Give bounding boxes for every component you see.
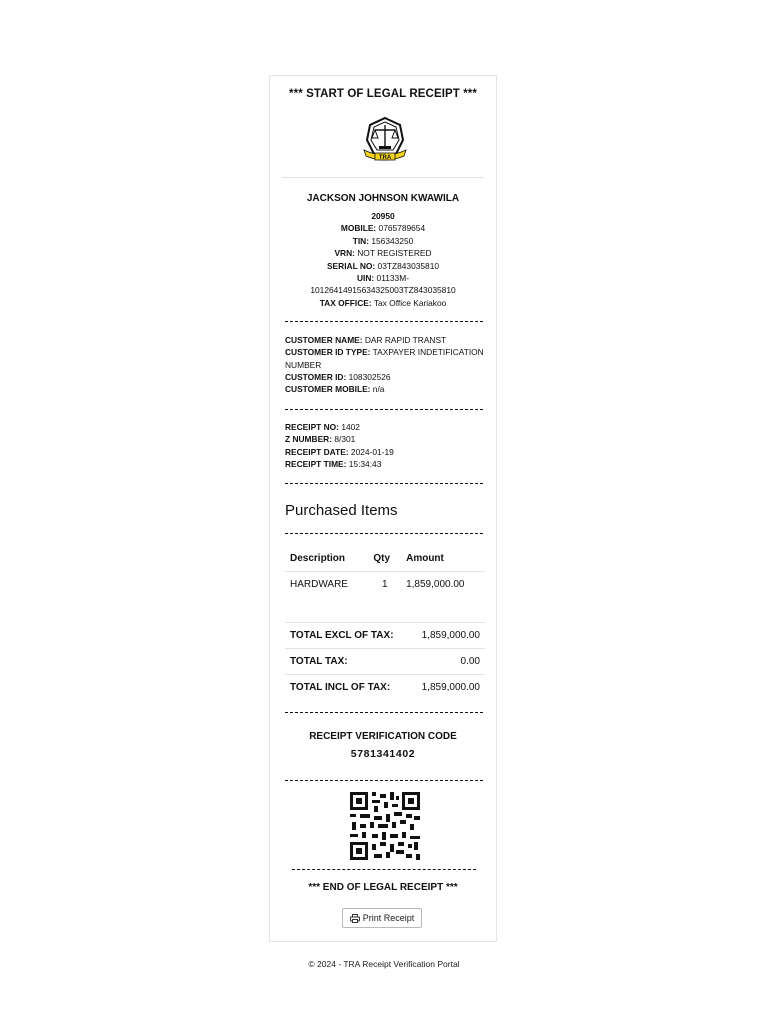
- issuer-vrn: NOT REGISTERED: [357, 248, 432, 259]
- svg-text:TRA: TRA: [378, 155, 392, 161]
- dashed-divider: [292, 869, 476, 870]
- footer-copyright: © 2024 - TRA Receipt Verification Portal: [308, 959, 460, 969]
- total-excl-row: TOTAL EXCL OF TAX: 1,859,000.00: [285, 623, 485, 649]
- dashed-divider: [285, 321, 483, 322]
- col-amount: Amount: [401, 546, 485, 572]
- customer-mobile: n/a: [372, 384, 385, 395]
- dashed-divider: [285, 780, 483, 781]
- verification-code: 5781341402: [350, 748, 416, 760]
- issuer-name: JACKSON JOHNSON KWAWILA: [306, 193, 460, 204]
- issuer-tax-office: Tax Office Kariakoo: [373, 297, 447, 308]
- item-description: HARDWARE: [290, 579, 348, 590]
- total-excl-value: 1,859,000.00: [410, 623, 485, 649]
- total-incl-value: 1,859,000.00: [410, 675, 485, 701]
- items-header-row: [285, 546, 485, 572]
- total-tax-value: 0.00: [410, 649, 485, 675]
- tra-logo-icon: [362, 116, 408, 164]
- customer-name: DAR RAPID TRANST: [364, 335, 447, 345]
- dashed-divider: [285, 533, 483, 534]
- col-description: Description: [285, 546, 368, 572]
- total-tax-row: TOTAL TAX: 0.00: [285, 649, 485, 675]
- dashed-divider: [285, 712, 483, 713]
- issuer-code: 20950: [371, 211, 395, 221]
- dashed-divider: [285, 409, 483, 410]
- item-qty: 1: [381, 579, 388, 590]
- end-banner: *** END OF LEGAL RECEIPT ***: [308, 882, 458, 893]
- item-amount: 1,859,000.00: [406, 579, 465, 590]
- total-incl-row: TOTAL INCL OF TAX: 1,859,000.00: [285, 675, 485, 701]
- issuer-info: JACKSON JOHNSON KWAWILA 20950 MOBILE: 0765789654 TIN: 156343250 VRN: NOT REGISTERED SERIAL NO: 03TZ843035810 UIN: 01133M- 10126414915634325003TZ843035810 TAX OFFICE: Tax Office Kariakoo: [280, 193, 486, 309]
- print-receipt-label: Print Receipt: [362, 913, 415, 923]
- qr-code-icon: [350, 792, 420, 860]
- issuer-uin: 01133M-: [376, 273, 409, 284]
- issuer-mobile: 0765789654: [378, 223, 426, 234]
- z-number: 8/301: [334, 434, 356, 445]
- issuer-tin: 156343250: [371, 235, 414, 246]
- customer-info: CUSTOMER NAME: DAR RAPID TRANST CUSTOMER ID TYPE: TAXPAYER INDETIFICATION NUMBER CUSTOMER ID: 108302526 CUSTOMER MOBILE: n/a: [285, 335, 484, 395]
- table-row: [285, 572, 485, 598]
- customer-id: 108302526: [348, 371, 391, 382]
- customer-id-type: TAXPAYER INDETIFICATION: [372, 347, 484, 358]
- purchased-items-title: Purchased Items: [285, 502, 398, 519]
- start-banner: *** START OF LEGAL RECEIPT ***: [289, 88, 477, 100]
- verification-label: RECEIPT VERIFICATION CODE: [309, 731, 457, 742]
- totals-table: [285, 622, 485, 700]
- divider: [282, 177, 484, 178]
- print-receipt-button[interactable]: [342, 908, 422, 928]
- issuer-uin-cont: 10126414915634325003TZ843035810: [310, 285, 456, 296]
- col-qty: Qty: [368, 546, 401, 572]
- receipt-card: [269, 75, 497, 942]
- receipt-no: 1402: [341, 422, 360, 432]
- print-icon: [350, 914, 360, 923]
- issuer-serial: 03TZ843035810: [377, 260, 440, 271]
- items-table: [285, 546, 485, 597]
- dashed-divider: [285, 483, 483, 484]
- receipt-date: 2024-01-19: [350, 446, 394, 457]
- receipt-meta: RECEIPT NO: 1402 Z NUMBER: 8/301 RECEIPT DATE: 2024-01-19 RECEIPT TIME: 15:34:43: [285, 422, 394, 469]
- receipt-time: 15:34:43: [348, 458, 382, 469]
